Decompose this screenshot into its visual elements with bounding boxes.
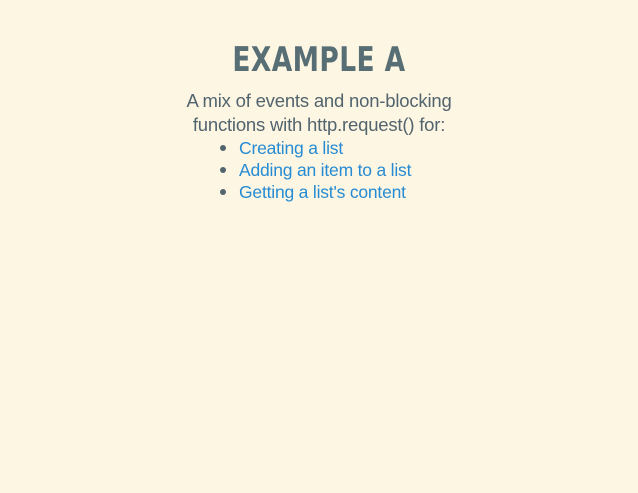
adding-an-item-link[interactable]: Adding an item to a list [239,160,412,180]
slide-title: EXAMPLE A [232,40,406,80]
intro-text [0,89,638,137]
list-item [218,159,411,181]
list-item [218,181,411,203]
intro-line-1: A mix of events and non-blocking [186,90,452,111]
bullet-icon [220,167,226,173]
list-item [218,137,411,159]
creating-a-list-link[interactable]: Creating a list [239,138,343,158]
getting-list-content-link[interactable]: Getting a list's content [239,182,406,202]
link-list [218,137,411,203]
bullet-icon [220,189,226,195]
intro-line-2: functions with http.request() for: [192,114,446,135]
bullet-icon [220,145,226,151]
